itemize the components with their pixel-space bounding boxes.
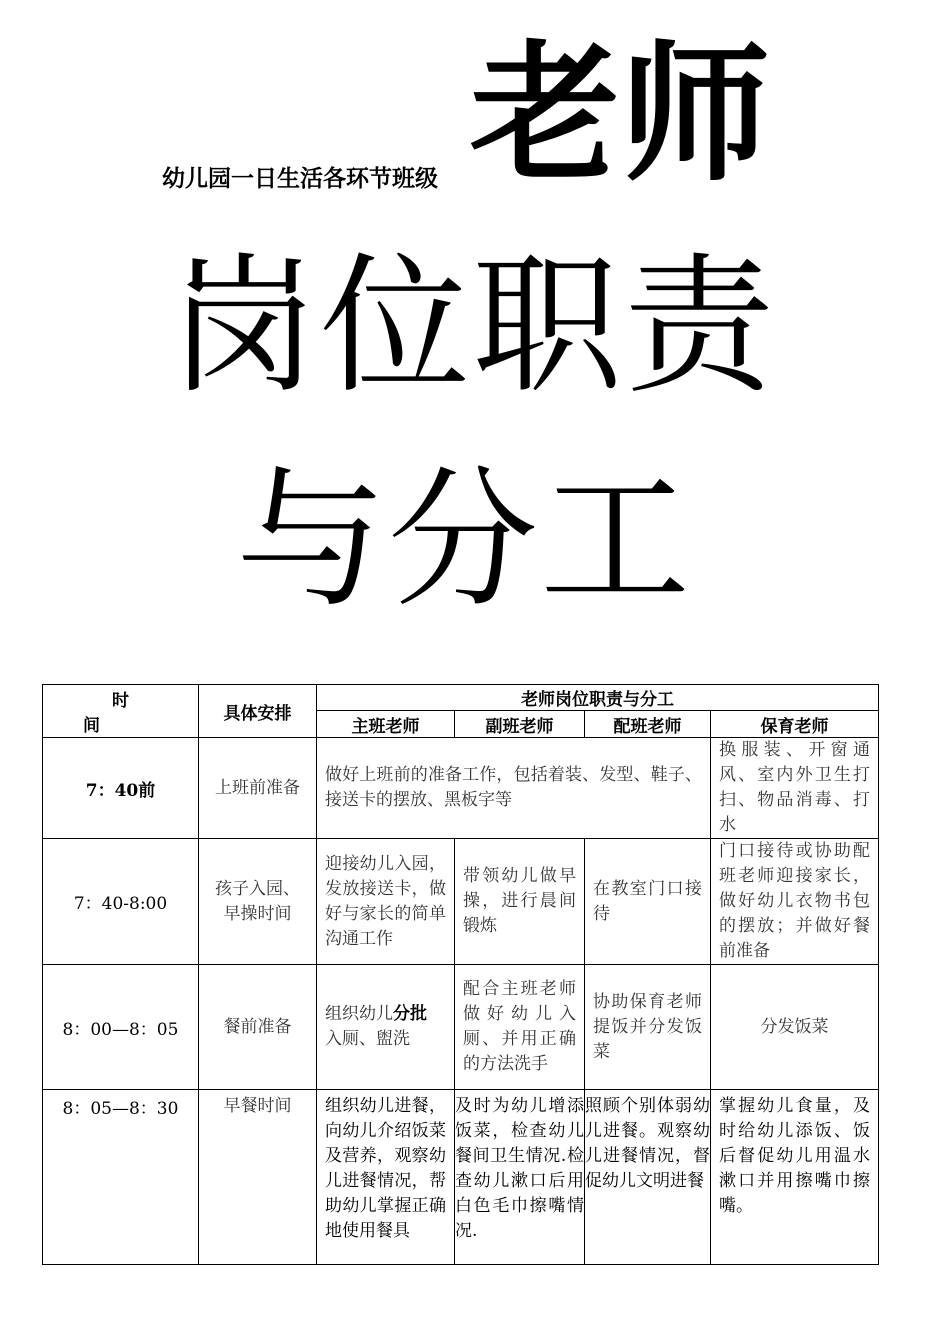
row-time: 7：40前 [43, 738, 199, 839]
row-arrangement: 早餐时间 [199, 1090, 317, 1265]
header-assistant-teacher: 副班老师 [455, 711, 585, 738]
row-care-duty: 换服装、开窗通风、室内外卫生打扫、物品消毒、打水 [711, 738, 879, 839]
row-support-duty: 照顾个别体弱幼儿进餐。观察幼儿进餐情况，督促幼儿文明进餐 [585, 1090, 711, 1265]
header-time: 时 间 [43, 685, 199, 738]
row-arrangement: 上班前准备 [199, 738, 317, 839]
row-care-duty: 掌握幼儿食量，及时给幼儿添饭、饭后督促幼儿用温水漱口并用擦嘴巾擦嘴。 [711, 1090, 879, 1265]
header-head-teacher: 主班老师 [317, 711, 455, 738]
title-subtitle: 幼儿园一日生活各环节班级 [162, 166, 438, 192]
row-head-duty: 组织幼儿进餐，向幼儿介绍饭菜及营养，观察幼儿进餐情况，帮助幼儿掌握正确地使用餐具 [317, 1090, 455, 1265]
row-care-duty: 分发饭菜 [711, 965, 879, 1090]
header-support-teacher: 配班老师 [585, 711, 711, 738]
head-duty-part-1: 组织幼儿 [325, 1004, 393, 1024]
header-care-teacher: 保育老师 [711, 711, 879, 738]
title-line-2: 岗位职责 [168, 240, 777, 414]
row-head-duty: 迎接幼儿入园，发放接送卡，做好与家长的简单沟通工作 [317, 839, 455, 965]
head-duty-part-3: 入厕、盥洗 [325, 1029, 410, 1049]
table-row [43, 839, 879, 965]
row-head-duty [317, 965, 455, 1090]
row-support-duty: 协助保育老师提饭并分发饭菜 [585, 965, 711, 1090]
header-group: 老师岗位职责与分工 [317, 685, 879, 711]
table-row [43, 1090, 879, 1265]
header-arrangement: 具体安排 [199, 685, 317, 738]
table-row [43, 965, 879, 1090]
title-line-1: 老师 [470, 28, 771, 202]
row-arrangement: 孩子入园、早操时间 [199, 839, 317, 965]
head-duty-part-2: 分批 [393, 1004, 427, 1024]
row-merged-duty: 做好上班前的准备工作，包括着装、发型、鞋子、接送卡的摆放、黑板字等 [317, 738, 711, 839]
row-assistant-duty: 带领幼儿做早操，进行晨间锻炼 [455, 839, 585, 965]
header-row-1 [43, 685, 879, 711]
row-assistant-duty: 配合主班老师做好幼儿入厕、并用正确的方法洗手 [455, 965, 585, 1090]
row-assistant-duty: 及时为幼儿增添饭菜，检查幼儿餐间卫生情况.检查幼儿漱口后用白色毛巾擦嘴情况. [455, 1090, 585, 1265]
row-arrangement: 餐前准备 [199, 965, 317, 1090]
table-row [43, 738, 879, 839]
row-time: 8：05—8：30 [43, 1090, 199, 1265]
row-time: 7：40-8:00 [43, 839, 199, 965]
duty-table [42, 684, 879, 1265]
row-time: 8：00—8：05 [43, 965, 199, 1090]
row-care-duty: 门口接待或协助配班老师迎接家长，做好幼儿衣物书包的摆放；并做好餐前准备 [711, 839, 879, 965]
row-support-duty: 在教室门口接待 [585, 839, 711, 965]
title-line-3: 与分工 [236, 454, 693, 628]
